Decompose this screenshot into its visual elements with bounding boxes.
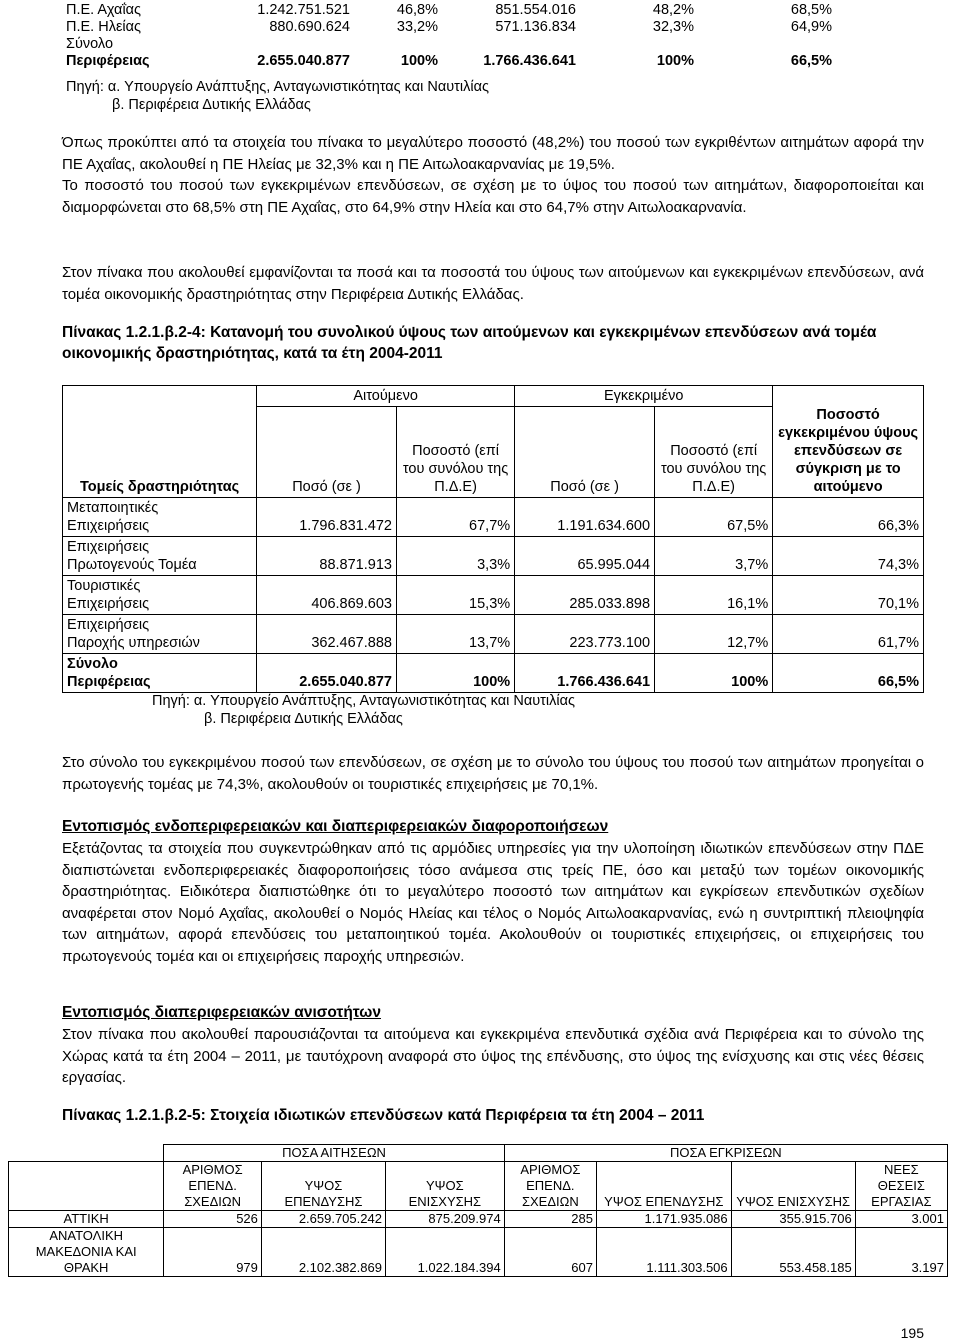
sector-name: Μεταποιητικές Επιχειρήσεις bbox=[63, 498, 257, 537]
table-total-row: Σύνολο Περιφέρειας 2.655.040.877 100% 1.766.436.641 100% 66,5% bbox=[63, 654, 924, 693]
table-row: Π.Ε. Αχαΐας 1.242.751.521 46,8% 851.554.016 48,2% 68,5% bbox=[62, 2, 836, 19]
paragraph: Όπως προκύπτει από τα στοιχεία του πίνακα το μεγαλύτερο ποσοστό (48,2%) του ποσού των εγκριθέντων αιτημάτων αφορά την ΠΕ Αχαΐας, ακολουθεί η ΠΕ Ηλείας με 32,3% και η ΠΕ Αιτωλοακαρνανίας με 19,5%. Το ποσοστό του ποσού των εγκεκριμένων επενδύσεων, σε σχέση με το ύψος του ποσού των αιτημάτων, διαφοροποιείται και διαμορφώνεται στο 68,5% στη ΠΕ Αχαΐας, στο 64,9% στην Ηλεία και στο 64,7% στην Αιτωλοακαρνανία. bbox=[62, 134, 924, 216]
paragraph: Στο σύνολο του εγκεκριμένου ποσού των επενδύσεων, σε σχέση με το σύνολο του ύψους του ποσού των αιτημάτων προηγείται ο πρωτογενής τομέας με 74,3%, ακολουθούν οι τουριστικές επιχειρήσεις με 70,1%. bbox=[62, 754, 924, 793]
table-caption: Πίνακας 1.2.1.β.2-4: Κατανομή του συνολικού ύψους των αιτούμενων και εγκεκριμένων επενδύσεων ανά τομέα οικονομικής δραστηριότητας, κατά τα έτη 2004-2011 bbox=[62, 324, 877, 362]
region-name: Π.Ε. Αχαΐας bbox=[66, 2, 142, 18]
ratio-header: Ποσοστό εγκεκριμένου ύψους επενδύσεων σε σύγκριση με το αιτούμενο bbox=[773, 386, 924, 498]
amount-header: Ποσό (σε ) bbox=[515, 407, 655, 498]
table-row: Επιχειρήσεις Πρωτογενούς Τομέα 88.871.913 3,3% 65.995.044 3,7% 74,3% bbox=[63, 537, 924, 576]
paragraph: Στον πίνακα που ακολουθεί εμφανίζονται τα ποσά και τα ποσοστά του ύψους των αιτούμενων και εγκεκριμένων επενδύσεων, ανά τομέα οικονομικής δραστηριότητας στην Περιφέρεια Δυτικής Ελλάδας. bbox=[62, 264, 924, 303]
table-row: ΑΤΤΙΚΗ 526 2.659.705.242 875.209.974 285 1.171.935.086 355.915.706 3.001 bbox=[9, 1211, 948, 1228]
source-note: Πηγή: α. Υπουργείο Ανάπτυξης, Ανταγωνιστικότητας και Ναυτιλίας β. Περιφέρεια Δυτικής Ελλάδας bbox=[152, 693, 575, 727]
page-number: 195 bbox=[900, 1325, 924, 1341]
sector-name: Επιχειρήσεις Πρωτογενούς Τομέα bbox=[63, 537, 257, 576]
table-row: Τουριστικές Επιχειρήσεις 406.869.603 15,3% 285.033.898 16,1% 70,1% bbox=[63, 576, 924, 615]
amount-header: Ποσό (σε ) bbox=[257, 407, 397, 498]
requested-header: Αιτούμενο bbox=[257, 386, 515, 407]
table-caption: Πίνακας 1.2.1.β.2-5: Στοιχεία ιδιωτικών επενδύσεων κατά Περιφέρεια τα έτη 2004 – 2011 bbox=[62, 1107, 705, 1124]
pct-header: Ποσοστό (επί του συνόλου της Π.Δ.Ε) bbox=[655, 407, 773, 498]
pct-header: Ποσοστό (επί του συνόλου της Π.Δ.Ε) bbox=[396, 407, 514, 498]
region-name: ΑΝΑΤΟΛΙΚΗ ΜΑΚΕΔΟΝΙΑ ΚΑΙ ΘΡΑΚΗ bbox=[9, 1228, 164, 1277]
section-heading: Εντοπισμός ενδοπεριφερειακών και διαπεριφερειακών διαφοροποιήσεων bbox=[62, 818, 609, 835]
source-note: Πηγή: α. Υπουργείο Ανάπτυξης, Ανταγωνιστικότητας και Ναυτιλίας β. Περιφέρεια Δυτικής Ελλάδας bbox=[66, 79, 489, 113]
sector-header: Τομείς δραστηριότητας bbox=[63, 386, 257, 498]
table-row: ΑΝΑΤΟΛΙΚΗ ΜΑΚΕΔΟΝΙΑ ΚΑΙ ΘΡΑΚΗ 979 2.102.382.869 1.022.184.394 607 1.111.303.506 553.458.185 3.197 bbox=[9, 1228, 948, 1277]
paragraph: Στον πίνακα που ακολουθεί παρουσιάζονται τα αιτούμενα και εγκεκριμένα επενδυτικά σχέδια ανά Περιφέρεια και το σύνολο της Χώρας κατά τα έτη 2004 – 2011, με ταυτόχρονη αναφορά στο ύψος της επένδυσης, στο ύψος της ενίσχυσης και στις νέες θέσεις εργασίας. bbox=[62, 1026, 924, 1086]
total-label: Σύνολο Περιφέρειας bbox=[63, 654, 257, 693]
table-total-row: Σύνολο Περιφέρειας 2.655.040.877 100% 1.766.436.641 100% 66,5% bbox=[62, 36, 836, 70]
table-row: Μεταποιητικές Επιχειρήσεις 1.796.831.472 67,7% 1.191.634.600 67,5% 66,3% bbox=[63, 498, 924, 537]
regional-continuation-table bbox=[62, 2, 836, 70]
table-header-row bbox=[9, 1145, 948, 1162]
sector-name: Τουριστικές Επιχειρήσεις bbox=[63, 576, 257, 615]
table-header-row bbox=[63, 386, 924, 407]
table-header-row: ΑΡΙΘΜΟΣ ΕΠΕΝΔ. ΣΧΕΔΙΩΝ ΥΨΟΣ ΕΠΕΝΔΥΣΗΣ ΥΨΟΣ ΕΝΙΣΧΥΣΗΣ ΑΡΙΘΜΟΣ ΕΠΕΝΔ. ΣΧΕΔΙΩΝ ΥΨΟΣ ΕΠΕΝΔΥΣΗΣ ΥΨΟΣ ΕΝΙΣΧΥΣΗΣ ΝΕΕΣ ΘΕΣΕΙΣ ΕΡΓΑΣΙΑΣ bbox=[9, 1162, 948, 1211]
total-label: Σύνολο Περιφέρειας bbox=[66, 36, 150, 69]
section-heading: Εντοπισμός διαπεριφερειακών ανισοτήτων bbox=[62, 1004, 381, 1021]
approvals-group-header: ΠΟΣΑ ΕΓΚΡΙΣΕΩΝ bbox=[504, 1145, 947, 1162]
paragraph: Εξετάζοντας τα στοιχεία που συγκεντρώθηκαν από τις αρμόδιες υπηρεσίες για την υλοποίηση ιδιωτικών επενδύσεων στην ΠΔΕ διαπιστώνεται ενδοπεριφερειακές διαφοροποιήσεις τόσο ανάμεσα στις τρείς ΠΕ, όσο και μεταξύ των τομέων οικονομικής δραστηριότητας. Ειδικότερα διαπιστώθηκε ότι το μεγαλύτερο ποσοστό των αιτημάτων και εγκρίσεων επενδυτικών σχεδίων αναφέρεται στον Νομό Αχαΐας, ακολουθεί ο Νομός Ηλείας και τέλος ο Νομός Αιτωλοακαρνανίας, ενώ η συντριπτική πλειοψηφία των αιτημάτων, αφορά επενδύσεις του μεταποιητικού τομέα. Ακολουθούν οι τουριστικές επιχειρήσεις, οι επιχειρήσεις του πρωτογενούς τομέα και οι επιχειρήσεις παροχής υπηρεσιών. bbox=[62, 840, 924, 965]
table-row: Επιχειρήσεις Παροχής υπηρεσιών 362.467.888 13,7% 223.773.100 12,7% 61,7% bbox=[63, 615, 924, 654]
region-name: ΑΤΤΙΚΗ bbox=[9, 1211, 164, 1228]
approved-header: Εγκεκριμένο bbox=[515, 386, 773, 407]
sector-name: Επιχειρήσεις Παροχής υπηρεσιών bbox=[63, 615, 257, 654]
requests-group-header: ΠΟΣΑ ΑΙΤΗΣΕΩΝ bbox=[164, 1145, 504, 1162]
sector-investment-table bbox=[62, 385, 924, 693]
region-name: Π.Ε. Ηλείας bbox=[66, 19, 142, 35]
regional-investment-table bbox=[8, 1144, 948, 1277]
table-row: Π.Ε. Ηλείας 880.690.624 33,2% 571.136.834 32,3% 64,9% bbox=[62, 19, 836, 36]
